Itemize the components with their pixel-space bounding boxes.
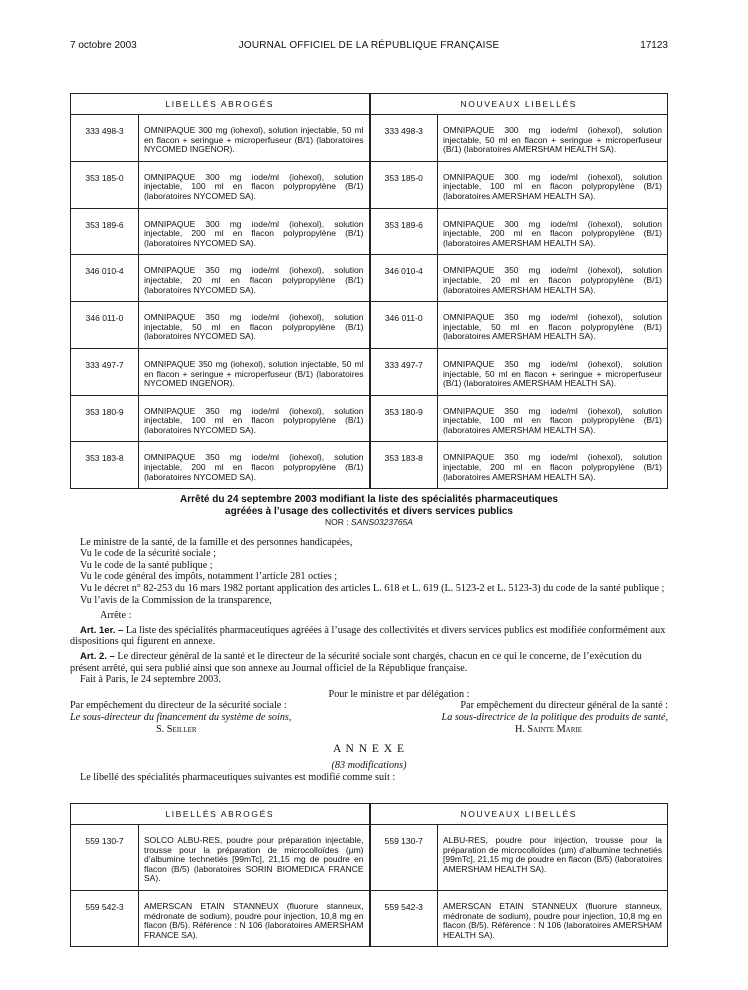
label-old: OMNIPAQUE 350 mg iode/ml (iohexol), solution injectable, 50 ml en flacon polypropylène (B/1) (laboratoires NYCOMED SA).: [139, 302, 370, 349]
label-old: AMERSCAN ETAIN STANNEUX (fluorure stanneux, médronate de sodium), poudre pour injection, 10,8 mg en flacon (B/5). Référence : N 106 (laboratoires AMERSHAM FRANCE SA).: [139, 890, 370, 946]
article-2-text: Le directeur général de la santé et le directeur de la sécurité sociale sont chargés, chacun en ce qui le concerne, de l’exécution du présent arrêté, qui sera publié ainsi que son annexe au Journal officiel de la République française.: [70, 650, 642, 674]
article-2-label: Art. 2. –: [80, 650, 115, 662]
table-row: [71, 302, 668, 349]
code-new: 333 497-7: [370, 348, 438, 395]
nor-prefix: NOR :: [325, 517, 352, 527]
label-old: SOLCO ALBU-RES, poudre pour préparation injectable, trousse pour la préparation de microcolloïdes (µm) d’albumine technetiés [99mTc], 21,15 mg de poudre en flacon (B/5) (laboratoires SORIN BIOMEDICA FRANCE SA).: [139, 825, 370, 891]
label-new: OMNIPAQUE 350 mg iode/ml (iohexol), solution injectable, 50 ml en flacon polypropylène (B/1) (laboratoires AMERSHAM HEALTH SA).: [438, 302, 668, 349]
label-new: OMNIPAQUE 350 mg iode/ml (iohexol), solution injectable, 50 ml en flacon + seringue + microperfuseur (B/1) (laboratoires AMERSHAM HEALTH SA).: [438, 348, 668, 395]
table-row: [71, 890, 668, 946]
label-new: OMNIPAQUE 350 mg iode/ml (iohexol), solution injectable, 20 ml en flacon polypropylène (B/1) (laboratoires AMERSHAM HEALTH SA).: [438, 255, 668, 302]
label-old: OMNIPAQUE 300 mg iode/ml (iohexol), solution injectable, 200 ml en flacon polypropylène (B/1) (laboratoires NYCOMED SA).: [139, 208, 370, 255]
nor-reference: [70, 517, 668, 529]
arrete-title-line-2: agréées à l’usage des collectivités et divers services publics: [225, 505, 513, 517]
table-row: [71, 395, 668, 442]
code-new: 346 010-4: [370, 255, 438, 302]
label-old: OMNIPAQUE 350 mg iode/ml (iohexol), solution injectable, 100 ml en flacon polypropylène (B/1) (laboratoires NYCOMED SA).: [139, 395, 370, 442]
label-new: ALBU-RES, poudre pour injection, trousse pour la préparation de microcolloïdes (µm) d’albumine technetiés [99mTc], 21,15 mg de poudre en flacon (B/5) (laboratoires AMERSHAM HEALTH SA).: [438, 825, 668, 891]
article-1-text: La liste des spécialités pharmaceutiques agréées à l’usage des collectivités et divers services publics est modifiée conformément aux dispositions qui figurent en annexe.: [70, 624, 666, 648]
label-old: OMNIPAQUE 350 mg iode/ml (iohexol), solution injectable, 200 ml en flacon polypropylène (B/1) (laboratoires NYCOMED SA).: [139, 442, 370, 489]
fait-a-paris: Fait à Paris, le 24 septembre 2003.: [80, 674, 221, 686]
publication-date: 7 octobre 2003: [70, 40, 137, 51]
header-nouveaux-libelles: NOUVEAUX LIBELLÉS: [370, 94, 668, 115]
code-old: 559 130-7: [71, 825, 139, 891]
code-old: 353 185-0: [71, 161, 139, 208]
article-1-label: Art. 1er. –: [80, 624, 124, 636]
label-old: OMNIPAQUE 300 mg (iohexol), solution injectable, 50 ml en flacon + seringue + microperfuseur (B/1) (laboratoires NYCOMED INGENOR).: [139, 115, 370, 162]
signature-right-line-1: Par empêchement du directeur général de la santé :: [460, 700, 668, 712]
code-new: 559 542-3: [370, 890, 438, 946]
code-new: 559 130-7: [370, 825, 438, 891]
code-old: 559 542-3: [71, 890, 139, 946]
label-new: OMNIPAQUE 300 mg iode/ml (iohexol), solution injectable, 50 ml en flacon + seringue + microperfuseur (B/1) (laboratoires AMERSHAM HEALTH SA).: [438, 115, 668, 162]
table-body: [71, 825, 668, 947]
code-old: 353 180-9: [71, 395, 139, 442]
label-old: OMNIPAQUE 300 mg iode/ml (iohexol), solution injectable, 100 ml en flacon polypropylène (B/1) (laboratoires NYCOMED SA).: [139, 161, 370, 208]
code-new: 333 498-3: [370, 115, 438, 162]
signature-left-line-2: Le sous-directeur du financement du système de soins,: [70, 711, 292, 723]
label-old: OMNIPAQUE 350 mg iode/ml (iohexol), solution injectable, 20 ml en flacon polypropylène (B/1) (laboratoires NYCOMED SA).: [139, 255, 370, 302]
label-new: OMNIPAQUE 350 mg iode/ml (iohexol), solution injectable, 200 ml en flacon polypropylène (B/1) (laboratoires AMERSHAM HEALTH SA).: [438, 442, 668, 489]
table-row: [71, 115, 668, 162]
page-number: 17123: [640, 40, 668, 51]
arrete-title-line-1: Arrêté du 24 septembre 2003 modifiant la liste des spécialités pharmaceutiques: [180, 494, 558, 505]
intro-line: Vu le décret n° 82-253 du 16 mars 1982 portant application des articles L. 618 et L. 619 (L. 5123-2 et L. 5123-3) du code de la santé publique ;: [80, 582, 665, 594]
code-old: 346 010-4: [71, 255, 139, 302]
annexe-title: A N N E X E: [332, 743, 405, 756]
code-new: 353 189-6: [370, 208, 438, 255]
signature-left-line-1: Par empêchement du directeur de la sécurité sociale :: [70, 700, 287, 712]
code-old: 353 183-8: [71, 442, 139, 489]
code-new: 353 185-0: [370, 161, 438, 208]
code-old: 346 011-0: [71, 302, 139, 349]
arrete-word: Arrête :: [100, 610, 132, 622]
article-1: [70, 625, 668, 648]
journal-title: JOURNAL OFFICIEL DE LA RÉPUBLIQUE FRANÇAISE: [238, 40, 500, 51]
signature-right-line-2: La sous-directrice de la politique des produits de santé,: [441, 711, 668, 723]
table-row: [71, 255, 668, 302]
table-row: [71, 161, 668, 208]
signatures: [70, 700, 668, 736]
label-new: AMERSCAN ETAIN STANNEUX (fluorure stanneux, médronate de sodium), poudre pour injection, 10,8 mg en flacon (B/5). Référence : N 106 (laboratoires AMERSHAM HEALTH SA).: [438, 890, 668, 946]
pour-le-ministre: Pour le ministre et par délégation :: [328, 688, 470, 700]
table-body: [71, 115, 668, 489]
signature-left-name: S. Seiller: [156, 723, 197, 735]
signature-left: [70, 700, 360, 735]
header-libelles-abroges: LIBELLÉS ABROGÉS: [71, 94, 370, 115]
code-old: 333 498-3: [71, 115, 139, 162]
label-new: OMNIPAQUE 350 mg iode/ml (iohexol), solution injectable, 100 ml en flacon polypropylène (B/1) (laboratoires AMERSHAM HEALTH SA).: [438, 395, 668, 442]
signature-right-name: H. Sainte Marie: [514, 723, 582, 735]
label-new: OMNIPAQUE 300 mg iode/ml (iohexol), solution injectable, 200 ml en flacon polypropylène (B/1) (laboratoires AMERSHAM HEALTH SA).: [438, 208, 668, 255]
annexe-intro: Le libellé des spécialités pharmaceutiques suivantes est modifié comme suit :: [80, 771, 396, 783]
table-row: [71, 442, 668, 489]
arrete-title: [70, 494, 668, 517]
header-nouveaux-libelles: NOUVEAUX LIBELLÉS: [370, 804, 668, 825]
nor-code: SANS0323765A: [351, 517, 413, 527]
page-header: [70, 40, 668, 54]
code-new: 346 011-0: [370, 302, 438, 349]
code-new: 353 180-9: [370, 395, 438, 442]
intro-line: Vu le code de la sécurité sociale ;: [80, 548, 217, 560]
signature-right: [368, 700, 668, 735]
table-row: [71, 348, 668, 395]
intro-line: Le ministre de la santé, de la famille et des personnes handicapées,: [80, 536, 353, 548]
intro-line: Vu le code de la santé publique ;: [80, 559, 213, 571]
label-new: OMNIPAQUE 300 mg iode/ml (iohexol), solution injectable, 100 ml en flacon polypropylène (B/1) (laboratoires AMERSHAM HEALTH SA).: [438, 161, 668, 208]
code-new: 353 183-8: [370, 442, 438, 489]
label-old: OMNIPAQUE 350 mg (iohexol), solution injectable, 50 ml en flacon + seringue + microperfuseur (B/1) (laboratoires NYCOMED INGENOR).: [139, 348, 370, 395]
libelles-table-1: [70, 93, 668, 489]
arrete-section: [70, 494, 668, 783]
article-2: [70, 651, 668, 674]
table-row: [71, 208, 668, 255]
code-old: 333 497-7: [71, 348, 139, 395]
code-old: 353 189-6: [71, 208, 139, 255]
annexe-subtitle: (83 modifications): [331, 759, 407, 771]
intro-line: Vu l’avis de la Commission de la transparence,: [80, 594, 272, 606]
header-libelles-abroges: LIBELLÉS ABROGÉS: [71, 804, 370, 825]
intro-line: Vu le code général des impôts, notamment l’article 281 octies ;: [80, 571, 338, 583]
table-row: [71, 825, 668, 891]
libelles-table-2: [70, 803, 668, 947]
